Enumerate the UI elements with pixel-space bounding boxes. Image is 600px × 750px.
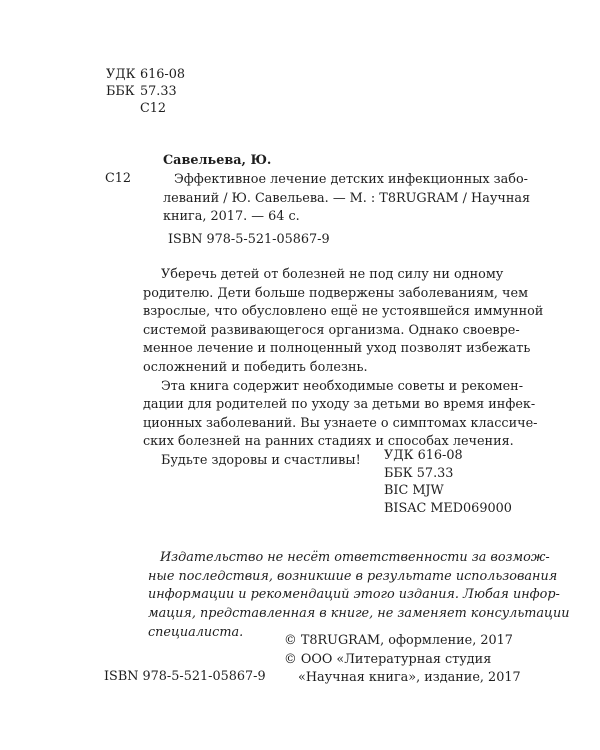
abstract-line: системой развивающегося организма. Однако своевре- <box>143 322 520 338</box>
description-line: леваний / Ю. Савельева. — М. : T8RUGRAM / Научная <box>163 190 531 206</box>
bbk-code: ББК 57.33 <box>384 465 454 481</box>
abstract-line: осложнений и победить болезнь. <box>143 359 368 375</box>
disclaimer-line: информации и рекомендаций этого издания. Любая инфор- <box>148 587 560 603</box>
abstract-line: Эта книга содержит необходимые советы и рекомен- <box>161 378 524 394</box>
isbn-top: ISBN 978-5-521-05867-9 <box>168 232 330 247</box>
disclaimer-line: специалиста. <box>148 624 244 640</box>
abstract <box>143 266 544 471</box>
udk-code: УДК 616-08 <box>384 448 463 463</box>
publisher-disclaimer <box>148 549 570 643</box>
copyright-line: © ООО «Литературная студия <box>284 651 492 667</box>
udk-label: УДК <box>106 67 136 82</box>
disclaimer-line: Издательство не несёт ответственности за возмож- <box>160 550 550 565</box>
abstract-line: родителю. Дети больше подвержены заболеваниям, чем <box>143 285 529 301</box>
bibliographic-description <box>163 171 530 227</box>
abstract-line: ционных заболеваний. Вы узнаете о симптомах классиче- <box>143 415 538 431</box>
isbn-bottom: ISBN 978-5-521-05867-9 <box>104 669 266 684</box>
copyright-line: © T8RUGRAM, оформление, 2017 <box>284 633 513 648</box>
description-line: Эффективное лечение детских инфекционных забо- <box>174 172 529 187</box>
udk-value: 616-08 <box>140 67 186 82</box>
author-heading: Савельева, Ю. <box>163 153 272 168</box>
bbk-label: ББК <box>106 84 135 99</box>
description-line: книга, 2017. — 64 с. <box>163 209 300 224</box>
classification-block-top <box>106 66 185 117</box>
author-mark-top: С12 <box>140 101 167 116</box>
bbk-value: 57.33 <box>140 84 177 99</box>
abstract-line: дации для родителей по уходу за детьми во время инфек- <box>143 397 536 413</box>
bisac-code: BISAC MED069000 <box>384 500 512 516</box>
abstract-line: ских болезней на ранних стадиях и способах лечения. <box>143 434 514 450</box>
disclaimer-line: мация, представленная в книге, не заменяет консультации <box>148 606 570 622</box>
copyright-block <box>284 632 521 688</box>
abstract-line: взрослые, что обусловлено ещё не устоявшейся иммунной <box>143 304 544 320</box>
abstract-line: менное лечение и полноценный уход позволят избежать <box>143 341 531 357</box>
author-mark-side: С12 <box>105 171 132 186</box>
udk-line <box>106 66 185 83</box>
abstract-line: Будьте здоровы и счастливы! <box>161 452 361 468</box>
bic-code: BIC MJW <box>384 483 444 498</box>
classification-codes <box>384 447 512 517</box>
abstract-line: Уберечь детей от болезней не под силу ни одному <box>161 267 504 282</box>
disclaimer-line: ные последствия, возникшие в результате использования <box>148 568 558 584</box>
copyright-line: «Научная книга», издание, 2017 <box>298 670 521 685</box>
bbk-line <box>106 83 185 100</box>
